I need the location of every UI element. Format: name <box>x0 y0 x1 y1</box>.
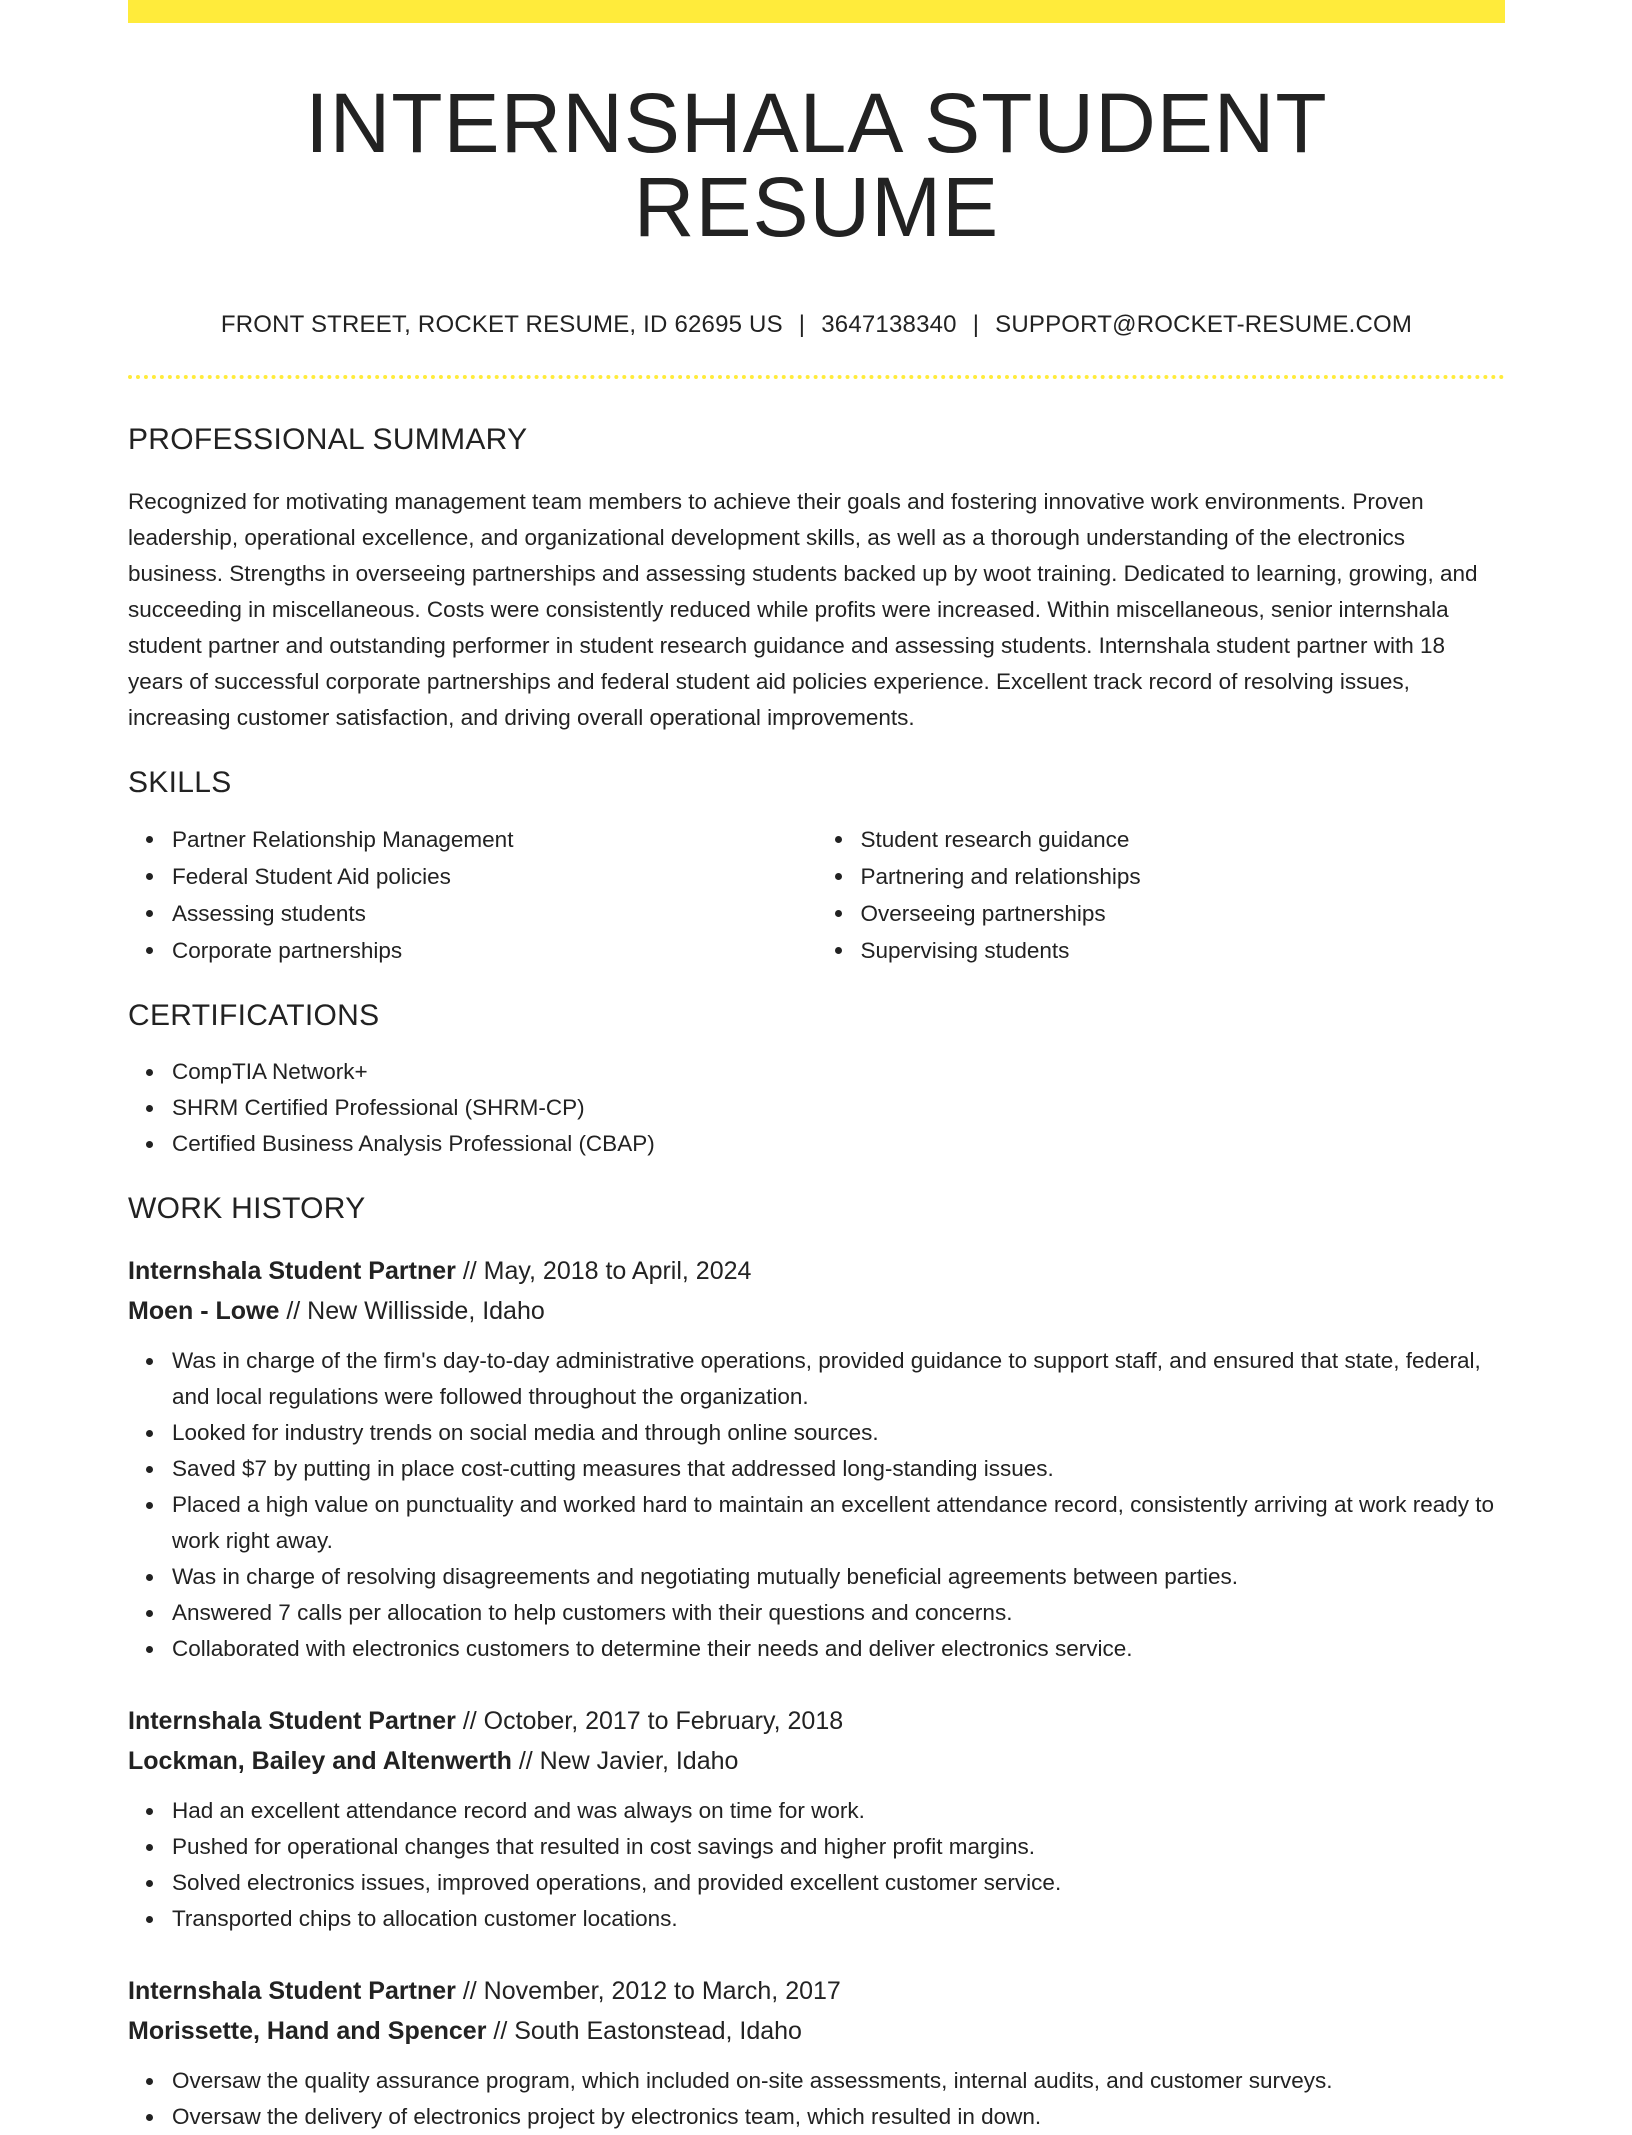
job-location: // South Eastonstead, Idaho <box>493 2017 802 2045</box>
certification-item: Certified Business Analysis Professional (CBAP) <box>172 1126 1505 1162</box>
contact-line <box>128 311 1505 339</box>
skill-item: Student research guidance <box>861 821 1506 858</box>
skills-section <box>128 766 1505 969</box>
skill-item: Partnering and relationships <box>861 858 1506 895</box>
job-bullet: Pushed for operational changes that resulted in cost savings and higher profit margins. <box>172 1829 1505 1865</box>
skill-item: Partner Relationship Management <box>172 821 817 858</box>
job-bullets <box>128 1343 1505 1667</box>
job-bullet: Answered 7 calls per allocation to help customers with their questions and concerns. <box>172 1595 1505 1631</box>
contact-email: SUPPORT@ROCKET-RESUME.COM <box>995 311 1413 338</box>
job-bullet: Placed a high value on punctuality and worked hard to maintain an excellent attendance record, consistently arriving at work ready to work right away. <box>172 1487 1505 1559</box>
skill-item: Supervising students <box>861 932 1506 969</box>
certification-item: CompTIA Network+ <box>172 1054 1505 1090</box>
job-company: Morissette, Hand and Spencer <box>128 2017 487 2045</box>
job-location: // New Javier, Idaho <box>518 1747 739 1775</box>
job-role-line <box>128 1971 1505 2011</box>
dotted-divider <box>128 375 1505 379</box>
job-entry <box>128 1971 1505 2135</box>
resume-title: INTERNSHALA STUDENT RESUME <box>305 76 1328 254</box>
contact-separator: | <box>972 311 980 338</box>
job-company-line <box>128 1741 1505 1781</box>
job-bullet: Was in charge of resolving disagreements and negotiating mutually beneficial agreements between parties. <box>172 1559 1505 1595</box>
job-bullet: Oversaw the quality assurance program, which included on-site assessments, internal audits, and customer surveys. <box>172 2063 1505 2099</box>
job-company: Moen - Lowe <box>128 1297 280 1325</box>
top-accent-bar <box>128 0 1505 23</box>
section-title-work-history: WORK HISTORY <box>128 1192 366 1225</box>
job-bullet: Was in charge of the firm's day-to-day administrative operations, provided guidance to support staff, and ensured that state, federal, and local regulations were followed throughout the organization. <box>172 1343 1505 1415</box>
job-dates: // May, 2018 to April, 2024 <box>462 1257 752 1285</box>
section-title-skills: SKILLS <box>128 766 232 799</box>
job-role: Internshala Student Partner <box>128 1707 456 1735</box>
job-dates: // November, 2012 to March, 2017 <box>462 1977 841 2005</box>
skill-item: Assessing students <box>172 895 817 932</box>
job-bullet: Looked for industry trends on social media and through online sources. <box>172 1415 1505 1451</box>
job-bullets <box>128 2063 1505 2135</box>
job-role-line <box>128 1251 1505 1291</box>
job-bullet: Had an excellent attendance record and was always on time for work. <box>172 1793 1505 1829</box>
job-role: Internshala Student Partner <box>128 1977 456 2005</box>
job-location: // New Willisside, Idaho <box>286 1297 545 1325</box>
job-bullets <box>128 1793 1505 1937</box>
certifications-list <box>128 1054 1505 1162</box>
contact-address: FRONT STREET, ROCKET RESUME, ID 62695 US <box>220 311 783 338</box>
work-history-section <box>128 1192 1505 2135</box>
section-title-certifications: CERTIFICATIONS <box>128 999 380 1032</box>
job-bullet: Collaborated with electronics customers to determine their needs and deliver electronics service. <box>172 1631 1505 1667</box>
professional-summary-section <box>128 423 1505 736</box>
job-entry <box>128 1251 1505 1667</box>
job-role: Internshala Student Partner <box>128 1257 456 1285</box>
summary-text: Recognized for motivating management team members to achieve their goals and fostering innovative work environments. Proven leadership, operational excellence, and organizational development skills, as well as a thorough understanding of the electronics business. Strengths in overseeing partnerships and assessing students backed up by woot training. Dedicated to learning, growing, and succeeding in miscellaneous. Costs were consistently reduced while profits were increased. Within miscellaneous, senior internshala student partner and outstanding performer in student research guidance and assessing students. Internshala student partner with 18 years of successful corporate partnerships and federal student aid policies experience. Excellent track record of resolving issues, increasing customer satisfaction, and driving overall operational improvements. <box>128 489 1478 730</box>
skill-item: Federal Student Aid policies <box>172 858 817 895</box>
skill-item: Overseeing partnerships <box>861 895 1506 932</box>
job-role-line <box>128 1701 1505 1741</box>
job-company: Lockman, Bailey and Altenwerth <box>128 1747 512 1775</box>
section-title-summary: PROFESSIONAL SUMMARY <box>128 423 528 456</box>
job-company-line <box>128 1291 1505 1331</box>
skills-list-left <box>128 821 817 969</box>
skills-grid <box>128 821 1505 969</box>
certifications-section <box>128 999 1505 1162</box>
job-bullet: Solved electronics issues, improved operations, and provided excellent customer service. <box>172 1865 1505 1901</box>
skills-list-right <box>817 821 1506 969</box>
job-dates: // October, 2017 to February, 2018 <box>462 1707 844 1735</box>
job-bullet: Transported chips to allocation customer locations. <box>172 1901 1505 1937</box>
contact-phone: 3647138340 <box>821 311 957 338</box>
job-entry <box>128 1701 1505 1937</box>
certification-item: SHRM Certified Professional (SHRM-CP) <box>172 1090 1505 1126</box>
resume-page <box>128 0 1505 2129</box>
skill-item: Corporate partnerships <box>172 932 817 969</box>
job-bullet: Saved $7 by putting in place cost-cutting measures that addressed long-standing issues. <box>172 1451 1505 1487</box>
job-bullet: Oversaw the delivery of electronics project by electronics team, which resulted in down. <box>172 2099 1505 2135</box>
contact-separator: | <box>798 311 806 338</box>
job-company-line <box>128 2011 1505 2051</box>
